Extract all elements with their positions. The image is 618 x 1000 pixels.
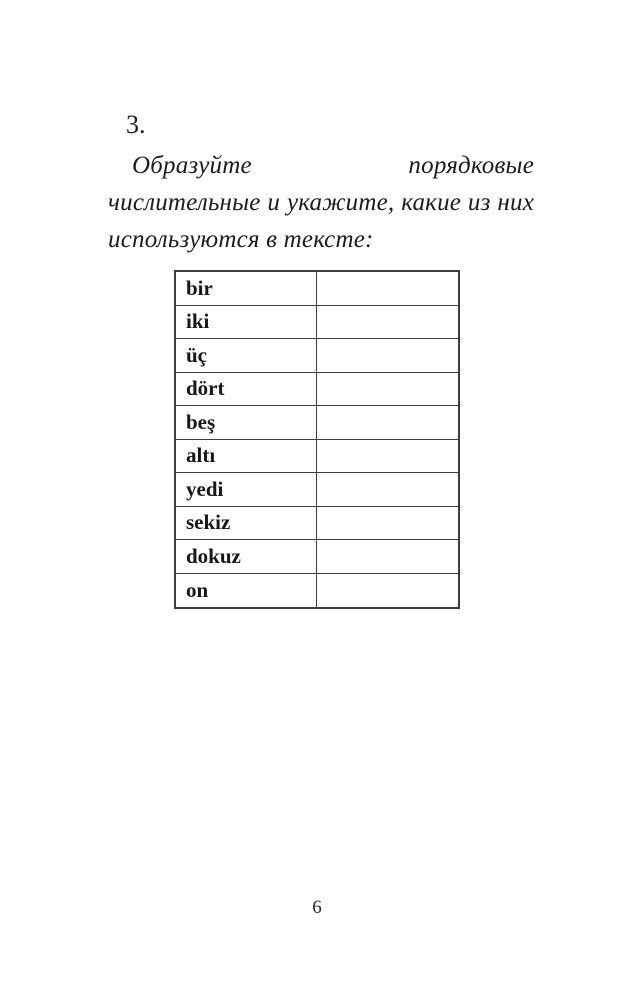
table-row [176, 339, 458, 373]
table-row [176, 406, 458, 440]
numbers-table [174, 270, 460, 609]
answer-cell [317, 272, 458, 305]
term-cell: beş [176, 406, 317, 439]
table-row [176, 574, 458, 608]
answer-cell [317, 373, 458, 406]
answer-cell [317, 574, 458, 608]
answer-cell [317, 339, 458, 372]
table-row [176, 272, 458, 306]
table-row [176, 306, 458, 340]
term-cell: bir [176, 272, 317, 305]
answer-cell [317, 540, 458, 573]
table-row [176, 507, 458, 541]
exercise-instruction: Образуйте порядковые числительные и укажите, какие из них используются в тексте: [108, 152, 534, 253]
answer-cell [317, 473, 458, 506]
answer-cell [317, 507, 458, 540]
term-cell: üç [176, 339, 317, 372]
answer-cell [317, 406, 458, 439]
table-row [176, 473, 458, 507]
answer-cell [317, 440, 458, 473]
term-cell: on [176, 574, 317, 608]
exercise-number: 3. [126, 110, 146, 139]
page-number: 6 [312, 897, 322, 918]
term-cell: dört [176, 373, 317, 406]
table-row [176, 540, 458, 574]
term-cell: dokuz [176, 540, 317, 573]
answer-cell [317, 306, 458, 339]
term-cell: sekiz [176, 507, 317, 540]
term-cell: iki [176, 306, 317, 339]
table-row [176, 440, 458, 474]
term-cell: altı [176, 440, 317, 473]
table-row [176, 373, 458, 407]
term-cell: yedi [176, 473, 317, 506]
